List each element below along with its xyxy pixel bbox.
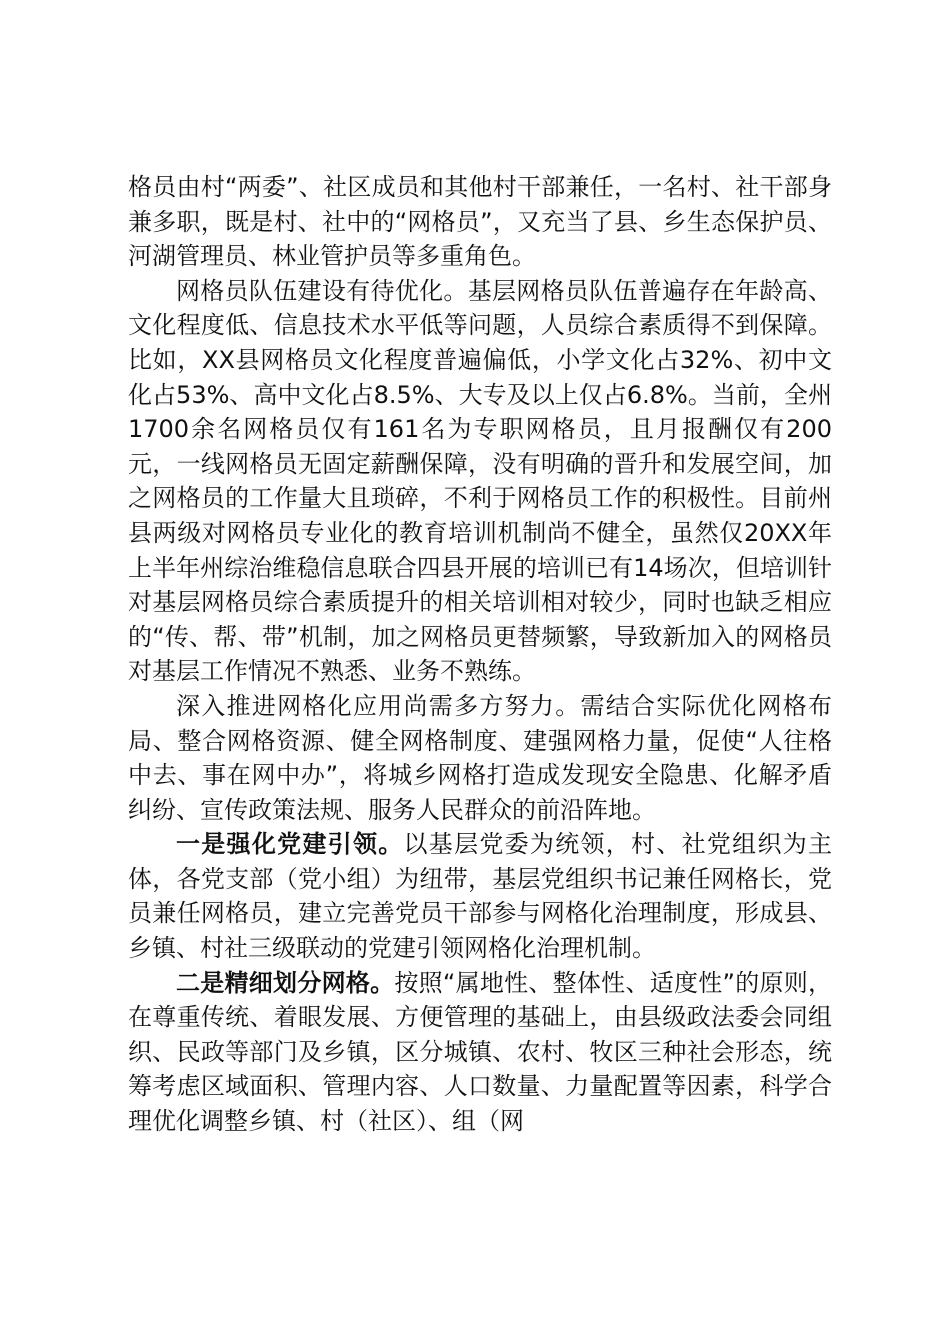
paragraph-party-leadership	[128, 827, 832, 965]
paragraph-grid-application	[128, 689, 832, 827]
document-body	[128, 170, 832, 1139]
paragraph-grid-division	[128, 966, 832, 1139]
paragraph-continuation	[128, 170, 832, 274]
paragraph-lead: 二是精细划分网格。	[176, 968, 395, 997]
paragraph-text: 格员由村“两委”、社区成员和其他村干部兼任，一名村、社干部身兼多职，既是村、社中的“网格员”，又充当了县、乡生态保护员、河湖管理员、林业管护员等多重角色。	[128, 173, 832, 271]
paragraph-lead: 一是强化党建引领。	[176, 830, 404, 859]
paragraph-text: 深入推进网格化应用尚需多方努力。需结合实际优化网格布局、整合网格资源、健全网格制度、建强网格力量，促使“人往格中去、事在网中办”，将城乡网格打造成发现安全隐患、化解矛盾纠纷、宣传政策法规、服务人民群众的前沿阵地。	[128, 691, 832, 824]
paragraph-text: 网格员队伍建设有待优化。基层网格员队伍普遍存在年龄高、文化程度低、信息技术水平低等问题，人员综合素质得不到保障。比如，XX县网格员文化程度普遍偏低，小学文化占32%、初中文化占53%、高中文化占8.5%、大专及以上仅占6.8%。当前，全州1700余名网格员仅有161名为专职网格员，且月报酬仅有200元，一线网格员无固定薪酬保障，没有明确的晋升和发展空间，加之网格员的工作量大且琐碎，不利于网格员工作的积极性。目前州县两级对网格员专业化的教育培训机制尚不健全，虽然仅20XX年上半年州综治维稳信息联合四县开展的培训已有14场次，但培训针对基层网格员综合素质提升的相关培训相对较少，同时也缺乏相应的“传、帮、带”机制，加之网格员更替频繁，导致新加入的网格员对基层工作情况不熟悉、业务不熟练。	[128, 276, 832, 686]
paragraph-text: 按照“属地性、整体性、适度性”的原则，在尊重传统、着眼发展、方便管理的基础上，由县级政法委会同组织、民政等部门及乡镇，区分城镇、农村、牧区三种社会形态，统筹考虑区域面积、管理内容、人口数量、力量配置等因素，科学合理优化调整乡镇、村（社区）、组（网	[128, 968, 832, 1136]
paragraph-text: 以基层党委为统领，村、社党组织为主体，各党支部（党小组）为纽带，基层党组织书记兼任网格长，党员兼任网格员，建立完善党员干部参与网格化治理制度，形成县、乡镇、村社三级联动的党建引领网格化治理机制。	[128, 830, 833, 963]
paragraph-grid-team	[128, 274, 832, 689]
